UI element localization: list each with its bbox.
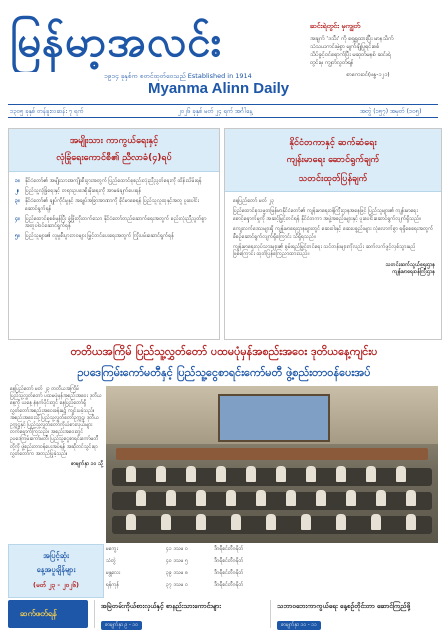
- teaser-item[interactable]: [94, 600, 265, 628]
- dateline-issue: အတွဲ (၁၅၇) အမှတ် (၁၀၅): [360, 108, 422, 115]
- press-release-heading-2: ကျန်းမာရေး ဆောင်ရွက်ချက်: [286, 155, 380, 165]
- continued-label[interactable]: စာမျက်နှာ ၁၀ သို့: [71, 461, 103, 468]
- temperature-heading-1: အပြင့်ဆုံး: [43, 551, 69, 560]
- temperature-heading-2: နေ့အပူချိန်များ: [36, 565, 76, 574]
- teaser-badge: ဆက်ဖတ်ရန်: [8, 600, 88, 628]
- teaser-title: အမြဲတမ်းကိုယ်စားလှယ်နှင့် စာနည်းသားကောင်းများ: [101, 602, 221, 610]
- masthead-english-title: Myanma Alinn Daily: [148, 80, 290, 97]
- advert-line: သိပ်ခွင့်ဝင်ရောက်ပြီး မဆုတ်မနစ် ဆင်းရဲ: [310, 52, 391, 58]
- table-row: သံတွဲ ၄၀ ဒသမ ၅ ဒီဂရီစင်တီဂရိတ်: [106, 558, 244, 564]
- list-item: ၂။ ပြည်သူ့လုံခြုံရေးနှင့် တရားဥပဒေစိုးမိုးရေးကို အာမခံချက်ပေးရန်: [15, 188, 142, 195]
- advert-line: တွင်းမှ ကျွတ်လွတ်ရန်: [310, 60, 354, 66]
- press-release-paragraph: ကျန်းမာရေးလုပ်သားများ၏ စွမ်းရည်မြှင့်တင်ရေး သင်တန်းများကိုလည်း ဆက်လက်ဖွင့်လှစ်သွားမည် ဖြစ်ကြောင်း ထုတ်ပြန်ကြေညာထားသည်။: [233, 244, 416, 258]
- main-story-column: [10, 386, 103, 534]
- dateline: [8, 104, 438, 118]
- advert-heading: ဆင်းရဲတွင်း မှကျွတ်: [310, 22, 361, 30]
- main-headline-line-1: တတိယအကြိမ် ပြည်သူ့လွှတ်တော် ပထမပုံမှန်အစည်းအဝေး ဒုတိယနေ့ကျင်းပ: [70, 345, 378, 358]
- parliament-photo: [106, 386, 438, 543]
- press-release-heading-3: သတင်းထုတ်ပြန်ချက်: [298, 174, 368, 184]
- objectives-list: [9, 172, 219, 240]
- press-release-paragraph: ပြည်ထောင်စုသမ္မတမြန်မာနိုင်ငံတော်၏ ကျန်းမာရေးဝန်ကြီးဌာနအနေဖြင့် ပြည်သူများ၏ ကျန်းမာရေးစောင့်ရှောက်မှုကို အဆင့်မြှင့်တင်ရန် နိုင်ငံတကာ အဖွဲ့အစည်းများနှင့် ပူးပေါင်းဆောင်ရွက်လျက်ရှိသည်။: [233, 208, 421, 222]
- press-release-paragraph: ကျေးလက်ဒေသများရှိ ကျန်းမာရေးဌာနများတွင် ဆေးဝါးနှင့် ဆေးပစ္စည်းများ လုံလောက်စွာ ရရှိစေရေးအတွက် စီစဉ်ဆောင်ရွက်လျက်ရှိကြောင်း သိရှိရသည်။: [233, 226, 434, 240]
- temperature-date: (မတ် ၂၃ - ၂၀၂၆): [32, 581, 80, 589]
- advert-line: အချက် 'ဒသီး' ကို ရှေ့ရှုထားပြီး မာနသိက်: [310, 36, 394, 42]
- press-release-box: [224, 128, 442, 340]
- main-headline[interactable]: [8, 343, 440, 383]
- teaser-item[interactable]: [270, 600, 441, 628]
- screen-image: [218, 394, 330, 442]
- table-row: မန္တလေး ၃၉ ဒသမ ၈ ဒီဂရီစင်တီဂရိတ်: [106, 570, 244, 576]
- press-release-byline: သတင်းဆက်သွယ်ရေးဌာန: [385, 261, 435, 268]
- list-item: ၅။ ပြည်သူများ၏ လူမှုစီးပွားဘဝများ မြှင့်တင်ပေးရေးအတွက် ကြိုးပမ်းဆောင်ရွက်ရန်: [15, 233, 174, 240]
- masthead-title: မြန်မာ့အလင်း: [10, 17, 222, 66]
- objectives-heading-1: အမျိုးသား ကာကွယ်ရေးနှင့်: [69, 136, 159, 146]
- main-story-text: နေပြည်တော် မတ် ၂၃ တတိယအကြိမ် ပြည်သူ့လွှတ်တော် ပထမပုံမှန်အစည်းအဝေး ဒုတိယနေ့ကို ယနေ့ နံနက်ပိုင်းတွင် နေပြည်တော်ရှိ လွှတ်တော်အစည်းအဝေးခန်းမ၌ ကျင်းပခဲ့သည်။ အစည်းအဝေးသို့ ပြည်သူ့လွှတ်တော်ဥက္ကဋ္ဌ၊ ဒုတိယဥက္ကဋ္ဌနှင့် ပြည်သူ့လွှတ်တော်ကိုယ်စားလှယ်များ တက်ရောက်ကြသည်။ အစည်းအဝေးတွင် ဥပဒေကြမ်းကော်မတီ၊ ပြည်သူ့ငွေစာရင်းကော်မတီတို့ကို ဖွဲ့စည်းတာဝန်ပေးအပ်ရန် အဆိုတင်သွင်းရာ လွှတ်တော်က အတည်ပြုခဲ့သည်။: [10, 386, 102, 457]
- press-release-heading-1: နိုင်ငံတကာနှင့် ဆက်ဆံရေး: [289, 138, 377, 148]
- main-headline-line-2: ဥပဒေကြမ်းကော်မတီနှင့် ပြည်သူ့ငွေစာရင်းကော်မတီ ဖွဲ့စည်းတာဝန်ပေးအပ်: [77, 366, 371, 379]
- dateline-volume: ၁၃၀၅ ခုနှစ် တန်ခူးလဆန်း ၇ ရက်: [10, 108, 84, 115]
- advert-line: သံသယကင်းမဲ့စွာ မျက်ချိုပြုရင်းစစ်: [310, 44, 380, 50]
- objectives-box: [8, 128, 220, 340]
- list-item: ၁။ နိုင်ငံတော်၏ အမျိုးသားအကျိုးစီးပွားအတွက် ပြည်ထောင်စုစည်းလုံးညီညွတ်ရေးကို ထိန်းသိမ်းရန်: [15, 178, 202, 184]
- masthead-established: ၁၉၁၄ ခုနှစ်က စတင်ထုတ်ဝေသည် Established in 1914: [104, 72, 252, 80]
- press-release-header: [225, 129, 441, 192]
- press-release-paragraph: နေပြည်တော် မတ် ၂၃: [233, 198, 275, 204]
- objectives-heading-2: လုံခြုံရေးကောင်စီ၏ ညီလာခံ(၄)ရပ်: [56, 153, 172, 163]
- press-release-byline: ကျန်းမာရေးဝန်ကြီးဌာန: [392, 269, 435, 276]
- list-item: ၃။ နိုင်ငံတော်၏ ချုပ်ကိုင်မှုနှင့် အချုပ်အခြာအာဏာကို ခိုင်မာစေရန် ပြည်သူလူထုနှင့်အတူ ပူးပေါင်းဆောင်ရွက်ရန်: [15, 198, 199, 212]
- teaser-page: စာမျက်နှာ ၁၀ - ၁၁: [277, 621, 321, 630]
- bottom-teasers: [8, 600, 440, 628]
- dateline-date: ၂၀၂၆ ခုနှစ် မတ် ၂၄ ရက် အင်္ဂါနေ့: [178, 108, 253, 115]
- list-item: ၄။ ပြည်ထောင်စုစစ်မှန်ပြီး ဖွံ့ဖြိုးတိုးတက်သော နိုင်ငံတော်တည်ဆောက်ရေးအတွက် စည်းလုံးညီညွတ်စွာ အတူပါဝင်ဆောင်ရွက်ရန်: [15, 215, 207, 230]
- temperature-table: [106, 544, 272, 594]
- advert-signature: စာကေးဝင်(ဗန္ဓ-၁၂၁): [346, 72, 390, 78]
- table-row: ရန်ကုန် ၃၇ ဒသမ ၀ ဒီဂရီစင်တီဂရိတ်: [106, 582, 244, 588]
- teaser-title: သဘာဝဘေးကာကွယ်ရေး နေ့စဉ်တိုင်းတာ ဆောင်ကြည်ဖို့: [277, 602, 411, 610]
- table-row: မကွေး ၄၁ ဒသမ ၀ ဒီဂရီစင်တီဂရိတ်: [106, 546, 244, 552]
- teaser-page: စာမျက်နှာ ၉ - ၁၀: [101, 621, 142, 630]
- press-release-body: [225, 192, 441, 277]
- objectives-header: [9, 129, 219, 172]
- temperature-infobox: [8, 544, 104, 598]
- advert-box: [298, 22, 438, 100]
